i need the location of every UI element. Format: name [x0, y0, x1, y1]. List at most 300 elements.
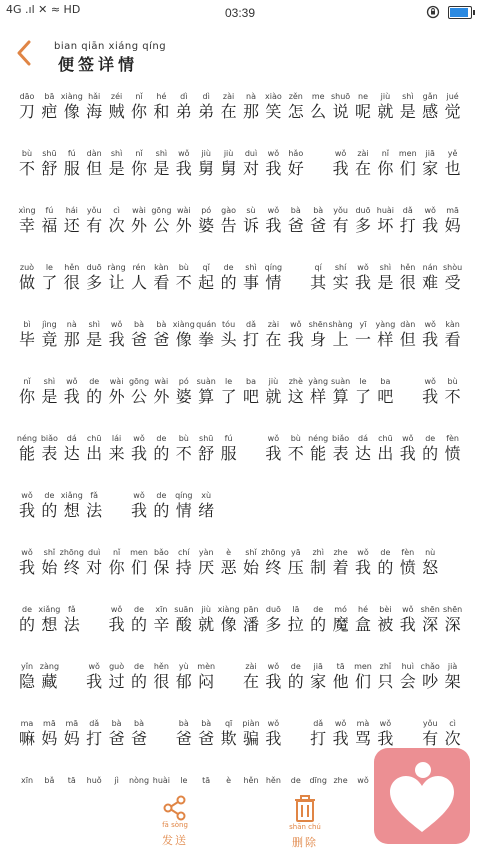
char-pinyin: wǒ — [178, 149, 190, 158]
char-pinyin: wǒ — [424, 320, 436, 329]
note-char — [191, 491, 221, 521]
char-hanzi: 想 — [63, 501, 80, 520]
char-pinyin: wǒ — [424, 206, 436, 215]
char-pinyin: dá — [358, 434, 368, 443]
char-pinyin: kàn — [445, 320, 460, 329]
char-pinyin: wǒ — [402, 605, 414, 614]
page-title-pinyin: bian qiān xiáng qíng — [54, 41, 167, 52]
char-hanzi: 情 — [265, 273, 282, 292]
char-hanzi: 表 — [41, 444, 58, 463]
back-button[interactable] — [16, 40, 32, 72]
char-hanzi: 有 — [422, 729, 439, 748]
char-pinyin: jì — [114, 776, 119, 785]
char-pinyin: wài — [132, 206, 146, 215]
char-hanzi: 事 — [242, 273, 259, 292]
char-hanzi: 达 — [354, 444, 371, 463]
battery-icon — [448, 6, 472, 19]
char-hanzi: 我 — [175, 159, 192, 178]
char-hanzi: 像 — [63, 102, 80, 121]
char-hanzi: 怒 — [422, 558, 439, 577]
char-pinyin: shū — [199, 434, 214, 443]
char-pinyin: fǎ — [90, 491, 99, 500]
char-hanzi: 的 — [41, 501, 58, 520]
share-pinyin: fā sòng — [162, 821, 188, 829]
char-pinyin: xiàng — [60, 92, 83, 101]
char-pinyin: wǒ — [267, 434, 280, 443]
char-pinyin: yǒu — [86, 206, 102, 215]
note-char — [438, 92, 464, 122]
char-hanzi: 贼 — [108, 102, 125, 121]
char-pinyin: hǎi — [88, 92, 101, 101]
char-pinyin: nǐ — [112, 548, 121, 557]
char-hanzi: 在 — [354, 159, 371, 178]
heart-person-icon — [374, 748, 470, 844]
char-pinyin: xīn — [20, 776, 34, 785]
char-pinyin: shàng — [328, 320, 353, 329]
char-pinyin: jiù — [223, 149, 234, 158]
note-char — [438, 320, 464, 350]
char-hanzi: 打 — [86, 729, 103, 748]
network-status: 4G .ıl ✕ ≈ HD — [6, 3, 81, 16]
char-pinyin: huǒ — [86, 776, 102, 785]
char-hanzi: 是 — [399, 102, 416, 121]
char-hanzi: 爸 — [287, 216, 304, 235]
note-line — [16, 320, 464, 377]
char-pinyin: wǒ — [357, 776, 369, 785]
char-hanzi: 愤 — [399, 558, 416, 577]
char-pinyin: piàn — [242, 719, 260, 728]
char-hanzi: 外 — [175, 216, 192, 235]
char-hanzi: 刀 — [18, 102, 35, 121]
char-pinyin: quán — [196, 320, 217, 329]
char-hanzi: 不 — [175, 444, 192, 463]
char-hanzi: 过 — [108, 672, 125, 691]
char-hanzi: 感 — [422, 102, 439, 121]
char-pinyin: hěn — [400, 263, 416, 272]
char-pinyin: dǎ — [246, 320, 256, 329]
char-pinyin: ba — [246, 377, 256, 386]
char-pinyin — [460, 548, 464, 558]
char-pinyin: biǎo — [332, 434, 350, 443]
char-pinyin: cì — [449, 719, 456, 728]
note-char — [460, 605, 464, 635]
note-line — [16, 662, 464, 719]
char-pinyin: huài — [376, 206, 395, 215]
char-hanzi: 深 — [422, 615, 439, 634]
char-pinyin: wài — [176, 206, 191, 215]
char-hanzi: 我 — [265, 444, 282, 463]
char-hanzi: 我 — [18, 558, 35, 577]
char-hanzi: 吧 — [377, 387, 394, 406]
floating-heart-button[interactable] — [374, 748, 470, 844]
char-pinyin: bì — [23, 320, 31, 329]
char-hanzi: 福 — [41, 216, 58, 235]
char-hanzi: 毕 — [18, 330, 35, 349]
char-pinyin: bù — [290, 434, 301, 443]
char-hanzi: 爸 — [130, 729, 147, 748]
char-hanzi: 很 — [399, 273, 416, 292]
char-pinyin: qíng — [264, 263, 283, 272]
char-hanzi: 算 — [332, 387, 349, 406]
char-hanzi: 我 — [399, 615, 416, 634]
char-hanzi: 起 — [198, 273, 215, 292]
char-pinyin: chū — [378, 434, 393, 443]
char-pinyin: hǎo — [288, 149, 304, 158]
char-pinyin: pān — [243, 605, 259, 614]
char-pinyin: mā — [43, 719, 56, 728]
share-label: 发送 — [162, 834, 188, 847]
char-hanzi: 深 — [444, 615, 461, 634]
char-pinyin: ne — [358, 92, 368, 101]
char-hanzi — [460, 615, 464, 635]
char-pinyin: bà — [313, 206, 324, 215]
note-line — [16, 434, 464, 491]
char-pinyin: mā — [446, 206, 459, 215]
char-pinyin: jiù — [380, 92, 391, 101]
char-hanzi: 我 — [265, 672, 282, 691]
char-pinyin: wǒ — [290, 320, 302, 329]
char-pinyin: fèn — [446, 434, 459, 443]
char-pinyin: duō — [355, 206, 371, 215]
char-hanzi: 打 — [310, 729, 327, 748]
char-hanzi: 竟 — [41, 330, 58, 349]
char-hanzi: 不 — [444, 387, 461, 406]
char-pinyin: de — [380, 548, 391, 557]
char-hanzi: 么 — [310, 102, 327, 121]
char-pinyin: yù — [178, 662, 189, 671]
char-hanzi: 爸 — [108, 729, 125, 748]
char-hanzi: 舒 — [198, 444, 215, 463]
char-pinyin: sù — [246, 206, 256, 215]
char-pinyin: tóu — [222, 320, 236, 329]
char-pinyin: nòng — [128, 776, 150, 785]
char-hanzi: 弟 — [175, 102, 192, 121]
note-char — [460, 719, 464, 749]
char-pinyin: dá — [66, 434, 77, 443]
char-pinyin: dīng — [309, 776, 327, 785]
char-hanzi: 次 — [444, 729, 461, 748]
char-hanzi: 很 — [153, 672, 170, 691]
char-pinyin: yǒu — [333, 206, 348, 215]
char-hanzi: 我 — [130, 444, 147, 463]
char-pinyin: nù — [425, 548, 436, 557]
char-pinyin: shēn — [420, 605, 440, 614]
char-pinyin: suàn — [196, 377, 216, 386]
char-hanzi: 我 — [108, 615, 125, 634]
char-pinyin: è — [226, 776, 232, 785]
note-char — [460, 263, 464, 293]
char-pinyin: hěn — [64, 263, 80, 272]
char-pinyin: wǒ — [402, 434, 414, 443]
char-hanzi: 但 — [86, 159, 103, 178]
char-hanzi: 他 — [332, 672, 349, 691]
char-pinyin: shì — [88, 320, 100, 329]
char-pinyin: bà — [111, 719, 122, 728]
char-pinyin: qǐ — [202, 263, 210, 272]
char-hanzi: 们 — [130, 558, 147, 577]
char-hanzi: 告 — [220, 216, 237, 235]
char-hanzi: 婆 — [175, 387, 192, 406]
char-hanzi: 样 — [377, 330, 394, 349]
char-pinyin: hěn — [265, 776, 281, 785]
char-hanzi: 舅 — [198, 159, 215, 178]
char-hanzi: 很 — [63, 273, 80, 292]
char-pinyin: tā — [202, 776, 211, 785]
char-pinyin: shuō — [330, 92, 351, 101]
page-title: 便签详情 — [58, 55, 139, 74]
char-hanzi: 看 — [153, 273, 170, 292]
char-pinyin: le — [225, 377, 233, 386]
char-pinyin: fǎ — [67, 605, 76, 614]
char-pinyin: shí — [334, 263, 347, 272]
char-hanzi: 我 — [287, 330, 304, 349]
char-pinyin: bā — [44, 92, 55, 101]
char-pinyin — [460, 662, 464, 672]
rotation-lock-icon — [426, 5, 440, 19]
char-hanzi: 你 — [377, 159, 394, 178]
char-hanzi: 的 — [130, 615, 147, 634]
char-pinyin: duì — [244, 149, 258, 158]
char-hanzi: 身 — [310, 330, 327, 349]
char-hanzi: 盒 — [354, 615, 371, 634]
char-pinyin: de — [290, 776, 301, 785]
char-pinyin: shì — [402, 92, 414, 101]
char-pinyin: xiàng — [217, 605, 240, 614]
char-pinyin: jìng — [42, 320, 57, 329]
char-hanzi: 但 — [399, 330, 416, 349]
char-pinyin: chū — [86, 434, 102, 443]
char-hanzi: 的 — [153, 501, 170, 520]
char-hanzi: 公 — [153, 216, 170, 235]
char-pinyin: wǒ — [267, 662, 280, 671]
char-hanzi: 就 — [265, 387, 282, 406]
char-hanzi: 我 — [63, 387, 80, 406]
char-pinyin: gōng — [128, 377, 150, 386]
char-pinyin: le — [45, 263, 53, 272]
char-hanzi: 能 — [18, 444, 35, 463]
char-pinyin: wǒ — [334, 149, 347, 158]
char-hanzi: 对 — [242, 159, 259, 178]
char-pinyin: gào — [221, 206, 237, 215]
char-pinyin: bà — [134, 719, 144, 728]
char-pinyin: zàng — [39, 662, 60, 671]
char-hanzi: 我 — [354, 558, 371, 577]
char-pinyin: bǎ — [44, 776, 55, 785]
char-hanzi: 有 — [332, 216, 349, 235]
char-pinyin: néng — [16, 434, 38, 443]
char-pinyin: yàn — [198, 548, 214, 557]
char-pinyin: men — [130, 548, 148, 557]
char-pinyin: wǒ — [21, 491, 33, 500]
char-pinyin: wǒ — [267, 206, 280, 215]
char-pinyin: jiā — [425, 149, 435, 158]
char-pinyin: nǐ — [135, 149, 143, 158]
chevron-left-icon — [16, 40, 32, 66]
char-pinyin: nà — [66, 320, 77, 329]
char-hanzi: 服 — [63, 159, 80, 178]
char-pinyin: lái — [111, 434, 122, 443]
char-hanzi: 始 — [41, 558, 58, 577]
char-pinyin: bà — [178, 719, 189, 728]
char-pinyin: wài — [109, 377, 124, 386]
char-hanzi: 其 — [310, 273, 327, 292]
char-hanzi: 闷 — [198, 672, 215, 691]
char-hanzi: 情 — [175, 501, 192, 520]
char-hanzi: 爸 — [198, 729, 215, 748]
char-hanzi — [460, 558, 464, 578]
char-hanzi: 的 — [377, 558, 394, 577]
char-hanzi: 了 — [220, 387, 237, 406]
char-pinyin: dì — [180, 92, 188, 101]
char-pinyin: guò — [109, 662, 125, 671]
char-hanzi: 有 — [86, 216, 103, 235]
char-pinyin: nán — [422, 263, 438, 272]
char-hanzi: 藏 — [41, 672, 58, 691]
char-hanzi: 你 — [108, 558, 125, 577]
char-hanzi: 对 — [86, 558, 103, 577]
char-hanzi: 终 — [63, 558, 80, 577]
char-pinyin: de — [425, 434, 436, 443]
char-hanzi: 在 — [220, 102, 237, 121]
char-pinyin: wǒ — [66, 377, 78, 386]
char-pinyin: nà — [246, 92, 256, 101]
char-pinyin: pó — [201, 206, 212, 215]
char-pinyin: tā — [67, 776, 76, 785]
char-pinyin: bà — [134, 320, 144, 329]
char-pinyin: nǐ — [135, 92, 143, 101]
char-hanzi: 打 — [399, 216, 416, 235]
note-content[interactable] — [16, 92, 464, 787]
char-pinyin: xīn — [155, 605, 168, 614]
char-pinyin: zhōng — [261, 548, 286, 557]
char-hanzi: 公 — [130, 387, 147, 406]
char-hanzi: 一 — [354, 330, 371, 349]
char-pinyin: le — [359, 377, 367, 386]
char-hanzi: 潘 — [242, 615, 259, 634]
char-pinyin — [460, 263, 464, 273]
char-hanzi: 我 — [422, 330, 439, 349]
char-hanzi: 的 — [130, 672, 147, 691]
char-hanzi: 嘛 — [18, 729, 35, 748]
char-hanzi: 的 — [18, 615, 35, 634]
clock: 03:39 — [224, 6, 256, 20]
char-pinyin: de — [223, 263, 234, 272]
char-pinyin: bù — [178, 434, 189, 443]
char-hanzi: 还 — [63, 216, 80, 235]
char-pinyin: le — [180, 776, 188, 785]
char-hanzi: 不 — [175, 273, 192, 292]
char-hanzi: 法 — [86, 501, 103, 520]
char-hanzi: 厌 — [198, 558, 215, 577]
char-hanzi — [460, 444, 464, 464]
char-hanzi: 妈 — [63, 729, 80, 748]
char-pinyin: biǎo — [40, 434, 58, 443]
char-pinyin: dàn — [86, 149, 102, 158]
char-pinyin: zhe — [333, 548, 348, 557]
char-pinyin — [460, 149, 464, 159]
char-pinyin: tā — [336, 662, 345, 671]
char-hanzi: 是 — [86, 330, 103, 349]
char-pinyin: wǒ — [357, 263, 369, 272]
char-pinyin: chǎo — [420, 662, 440, 671]
char-pinyin: cì — [113, 206, 120, 215]
char-hanzi: 的 — [153, 444, 170, 463]
char-pinyin: de — [134, 605, 144, 614]
char-pinyin: bù — [447, 377, 458, 386]
char-pinyin: shū — [42, 149, 57, 158]
char-pinyin: nǐ — [23, 377, 31, 386]
char-pinyin: huài — [152, 776, 171, 785]
char-hanzi: 婆 — [198, 216, 215, 235]
char-hanzi: 的 — [86, 387, 103, 406]
char-hanzi: 觉 — [444, 102, 461, 121]
char-pinyin: zuò — [19, 263, 35, 272]
char-pinyin: shì — [155, 149, 168, 158]
char-hanzi: 诉 — [242, 216, 259, 235]
char-hanzi: 爸 — [175, 729, 192, 748]
char-hanzi: 坏 — [377, 216, 394, 235]
char-hanzi: 法 — [63, 615, 80, 634]
char-pinyin: hěn — [243, 776, 259, 785]
share-button[interactable] — [145, 795, 205, 848]
char-hanzi: 我 — [265, 729, 282, 748]
char-pinyin: dāo — [19, 92, 35, 101]
char-hanzi: 受 — [444, 273, 461, 292]
char-hanzi: 多 — [86, 273, 103, 292]
char-hanzi: 压 — [287, 558, 304, 577]
char-pinyin: shì — [110, 149, 123, 158]
char-hanzi: 我 — [18, 501, 35, 520]
char-hanzi: 是 — [153, 159, 170, 178]
char-hanzi: 服 — [220, 444, 237, 463]
char-hanzi: 也 — [444, 159, 461, 178]
char-hanzi: 多 — [354, 216, 371, 235]
char-pinyin: de — [313, 605, 324, 614]
char-pinyin: zhōng — [59, 548, 84, 557]
char-hanzi: 我 — [265, 159, 282, 178]
char-hanzi: 我 — [422, 216, 439, 235]
delete-button[interactable] — [275, 795, 335, 850]
char-hanzi — [460, 729, 464, 749]
char-pinyin — [460, 605, 464, 615]
char-hanzi: 妈 — [444, 216, 461, 235]
char-hanzi: 们 — [399, 159, 416, 178]
char-pinyin: chí — [177, 548, 190, 557]
char-hanzi: 让 — [108, 273, 125, 292]
char-pinyin: wǒ — [379, 719, 392, 728]
char-pinyin — [460, 719, 464, 729]
char-hanzi: 恶 — [220, 558, 237, 577]
char-pinyin: zhǐ — [379, 662, 392, 671]
char-pinyin: lā — [292, 605, 300, 614]
note-char — [460, 548, 464, 578]
char-hanzi: 吵 — [422, 672, 439, 691]
char-hanzi: 你 — [18, 387, 35, 406]
char-hanzi: 我 — [354, 273, 371, 292]
char-pinyin: wǒ — [267, 149, 280, 158]
char-pinyin: shì — [43, 377, 56, 386]
char-hanzi: 只 — [377, 672, 394, 691]
char-hanzi: 幸 — [18, 216, 35, 235]
char-hanzi: 隐 — [18, 672, 35, 691]
char-hanzi: 达 — [63, 444, 80, 463]
char-pinyin: duō — [86, 263, 102, 272]
note-char — [438, 377, 464, 407]
char-hanzi: 着 — [332, 558, 349, 577]
char-hanzi: 舅 — [220, 159, 237, 178]
note-char — [460, 149, 464, 179]
char-hanzi: 是 — [41, 387, 58, 406]
